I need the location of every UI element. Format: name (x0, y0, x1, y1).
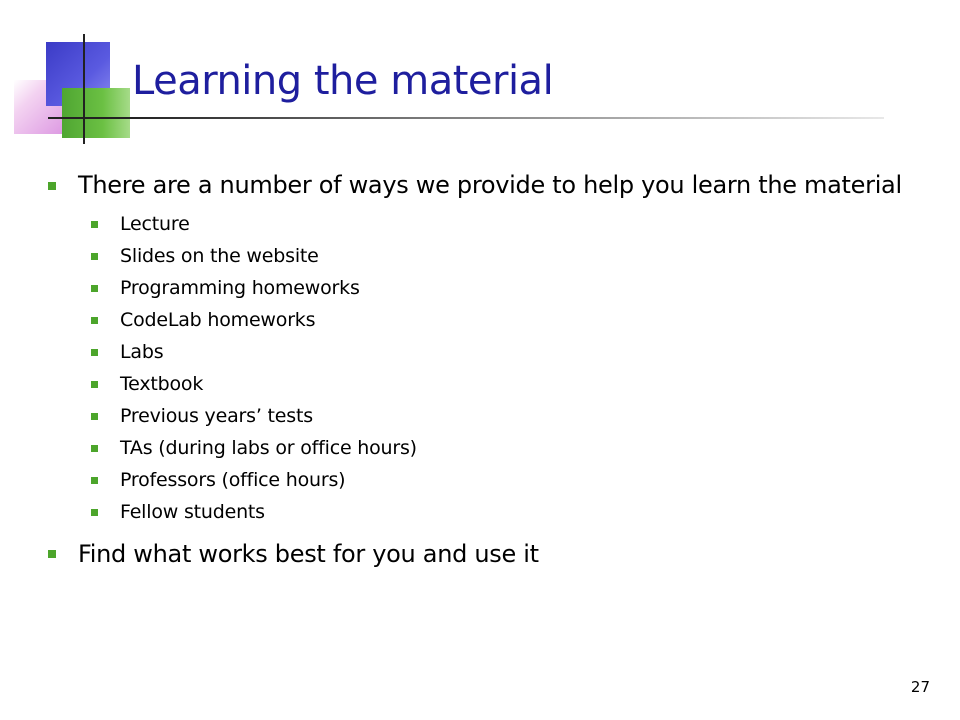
sub-bullet-text: Previous years’ tests (120, 405, 313, 427)
square-bullet-icon (91, 381, 98, 388)
square-bullet-icon (91, 445, 98, 452)
sub-bullet-item (48, 208, 936, 240)
square-bullet-icon (48, 550, 56, 558)
title-underline (48, 117, 884, 119)
square-bullet-icon (91, 285, 98, 292)
square-bullet-icon (91, 349, 98, 356)
sub-bullet-text: Professors (office hours) (120, 469, 346, 491)
sub-bullet-item (48, 336, 936, 368)
sub-bullet-text: Programming homeworks (120, 277, 360, 299)
square-bullet-icon (91, 477, 98, 484)
bullet-text: There are a number of ways we provide to help you learn the material (78, 171, 902, 199)
logo-vertical-line (83, 34, 85, 144)
square-bullet-icon (91, 317, 98, 324)
sub-bullet-item (48, 400, 936, 432)
sub-bullet-item (48, 368, 936, 400)
sub-bullet-text: Slides on the website (120, 245, 319, 267)
sub-bullet-item (48, 496, 936, 528)
sub-bullet-text: Labs (120, 341, 164, 363)
square-bullet-icon (91, 253, 98, 260)
sub-bullet-item (48, 432, 936, 464)
bullet-item (48, 540, 936, 568)
sub-bullet-text: Fellow students (120, 501, 265, 523)
bullet-list (48, 172, 936, 568)
logo-green-square (62, 88, 130, 138)
sub-bullet-text: CodeLab homeworks (120, 309, 316, 331)
square-bullet-icon (48, 182, 56, 190)
bullet-text: Find what works best for you and use it (78, 540, 539, 568)
slide-title: Learning the material (132, 58, 554, 104)
sub-bullet-item (48, 240, 936, 272)
square-bullet-icon (91, 509, 98, 516)
sub-bullet-text: Textbook (120, 373, 204, 395)
square-bullet-icon (91, 413, 98, 420)
sub-bullet-text: Lecture (120, 213, 190, 235)
sub-bullet-item (48, 304, 936, 336)
sub-bullet-text: TAs (during labs or office hours) (120, 437, 417, 459)
square-bullet-icon (91, 221, 98, 228)
sub-bullet-list (48, 208, 936, 528)
sub-bullet-item (48, 464, 936, 496)
page-number: 27 (910, 678, 930, 696)
sub-bullet-item (48, 272, 936, 304)
bullet-item (48, 172, 936, 198)
